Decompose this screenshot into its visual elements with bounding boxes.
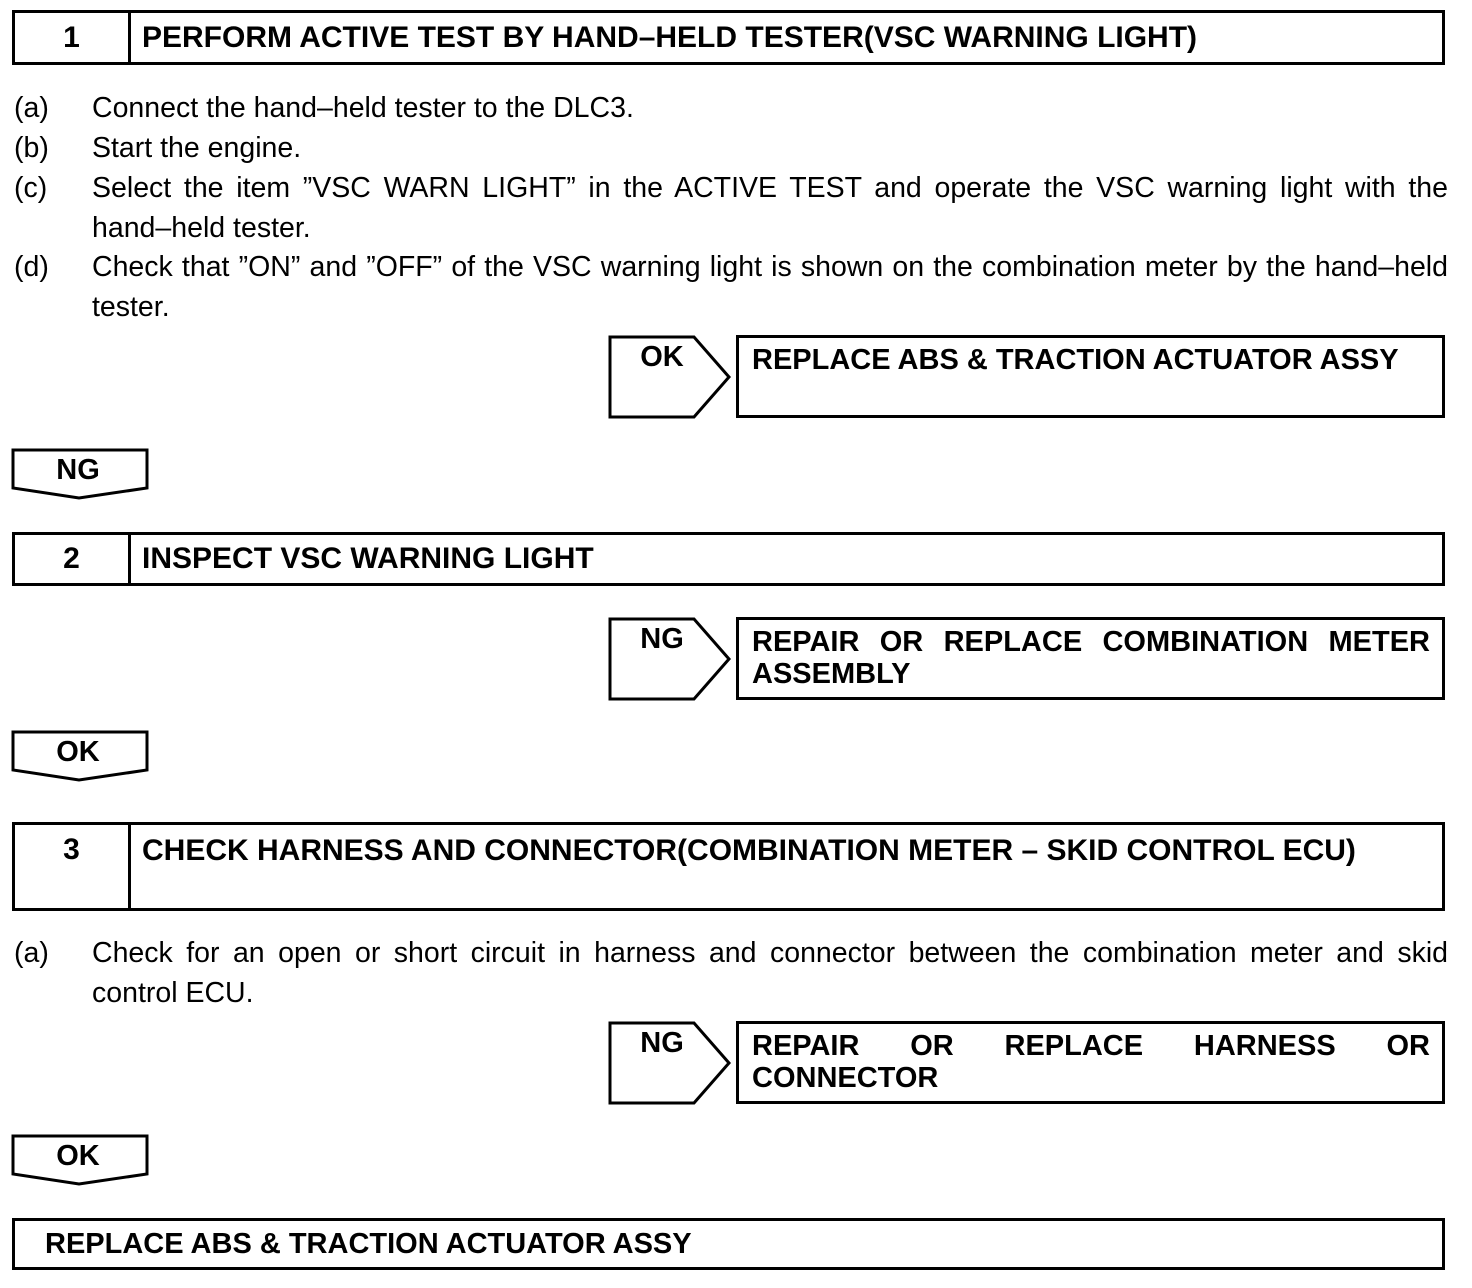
step-number: 3 bbox=[15, 825, 131, 908]
item-label: (b) bbox=[14, 132, 49, 164]
flow-arrow bbox=[11, 1134, 151, 1188]
item-label: (a) bbox=[14, 937, 49, 969]
final-result-text: REPLACE ABS & TRACTION ACTUATOR ASSY bbox=[45, 1228, 692, 1260]
instruction-item bbox=[14, 933, 1448, 1013]
flow-label: OK bbox=[56, 1140, 100, 1172]
branch-arrow bbox=[608, 335, 733, 419]
branch-arrow bbox=[608, 1021, 733, 1105]
item-text: Select the item ”VSC WARN LIGHT” in the ACTIVE TEST and operate the VSC warning light with the hand–held tester. bbox=[92, 172, 1448, 244]
instruction-item bbox=[14, 168, 1448, 248]
branch-label: NG bbox=[640, 623, 684, 655]
item-text: Start the engine. bbox=[92, 132, 302, 164]
item-label: (d) bbox=[14, 251, 49, 283]
step-number: 1 bbox=[15, 13, 131, 62]
flow-arrow bbox=[11, 730, 151, 784]
step-title: PERFORM ACTIVE TEST BY HAND–HELD TESTER(VSC WARNING LIGHT) bbox=[142, 21, 1198, 54]
step-3-header bbox=[12, 822, 1445, 911]
branch-label: NG bbox=[640, 1027, 684, 1059]
branch-arrow bbox=[608, 617, 733, 701]
flow-label: OK bbox=[56, 736, 100, 768]
step-number: 2 bbox=[15, 535, 131, 583]
item-text: Check for an open or short circuit in harness and connector between the combination meter and skid control ECU. bbox=[92, 937, 1448, 1009]
item-label: (c) bbox=[14, 172, 48, 204]
step-2-header bbox=[12, 532, 1445, 586]
item-text: Check that ”ON” and ”OFF” of the VSC warning light is shown on the combination meter by the hand–held tester. bbox=[92, 251, 1448, 323]
step-title: CHECK HARNESS AND CONNECTOR(COMBINATION METER – SKID CONTROL ECU) bbox=[142, 834, 1356, 867]
flow-label: NG bbox=[56, 454, 100, 486]
flow-arrow bbox=[11, 448, 151, 502]
instruction-item bbox=[14, 128, 1448, 168]
branch-label: OK bbox=[640, 341, 684, 373]
item-text: Connect the hand–held tester to the DLC3. bbox=[92, 92, 634, 124]
step-1-header bbox=[12, 10, 1445, 65]
final-result bbox=[12, 1218, 1445, 1270]
step-title: INSPECT VSC WARNING LIGHT bbox=[142, 542, 594, 575]
instruction-item bbox=[14, 247, 1448, 327]
item-label: (a) bbox=[14, 92, 49, 124]
instruction-item bbox=[14, 88, 1448, 128]
branch-result: REPAIR OR REPLACE COMBINATION METER ASSEMBLY bbox=[736, 617, 1445, 700]
branch-result: REPLACE ABS & TRACTION ACTUATOR ASSY bbox=[736, 335, 1445, 418]
branch-result: REPAIR OR REPLACE HARNESS OR CONNECTOR bbox=[736, 1021, 1445, 1104]
